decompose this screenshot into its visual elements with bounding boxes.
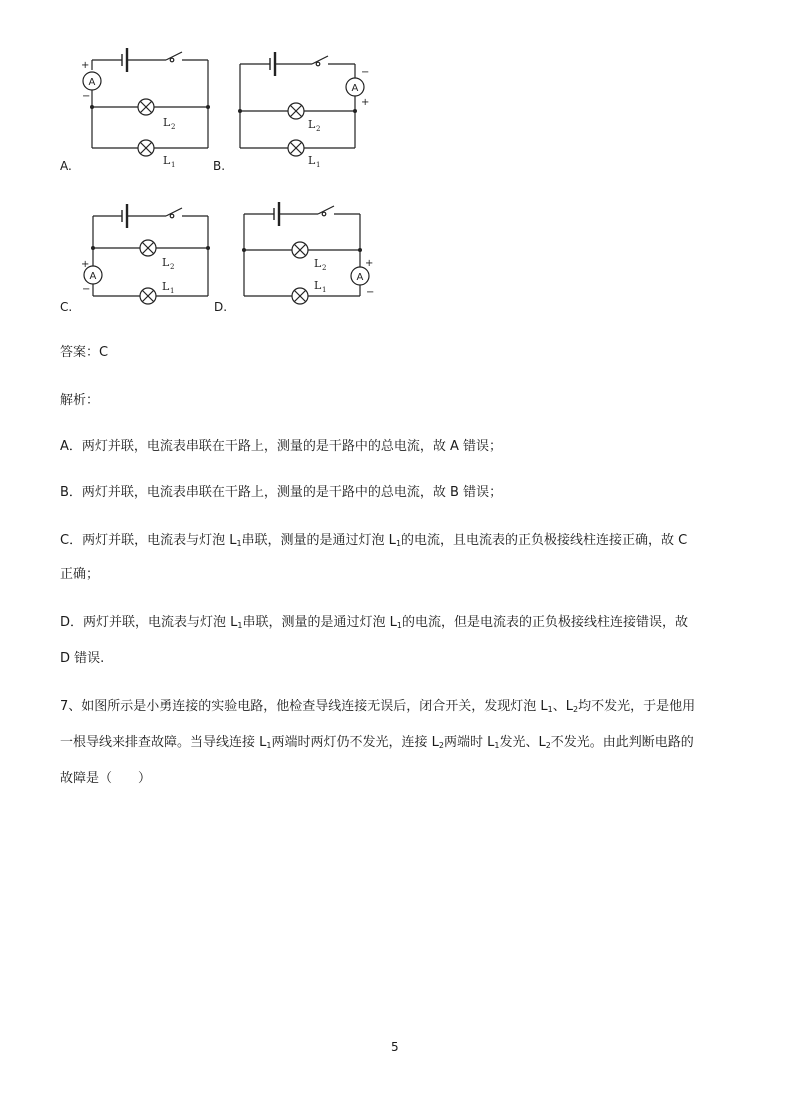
analysis-d-post: 的电流，但是电流表的正负极接线柱连接错误，故 [401,615,688,630]
circuit-diagram-b [230,44,375,169]
answer-text: 答案：C [60,345,109,360]
analysis-d-sub1: 1 [237,621,243,630]
plus-sign: + [81,259,90,270]
ammeter-label: A [351,83,359,94]
lamp-l1-subscript: 1 [170,287,175,295]
question7-line3: 故障是（ ） [60,771,152,786]
q7-l1-a: 7、如图所示是小勇连接的实验电路，他检查导线连接无误后，闭合开关，发现灯泡 L [60,699,548,714]
question7-line2 [60,734,694,755]
option-b-label: B. [213,159,226,173]
plus-sign: + [361,97,370,108]
analysis-d-sub2: 1 [396,621,402,630]
option-d-label: D. [214,300,228,314]
analysis-d-pre: D．两灯并联，电流表与灯泡 L [60,615,238,630]
circuit-diagram-d [234,200,379,312]
plus-sign: + [365,258,374,269]
circuit-diagram-a [80,44,220,169]
q7-l2-e: 不发光。由此判断电路的 [550,735,694,750]
lamp-l2-label: L [162,256,170,269]
ammeter-label: A [356,272,364,283]
q7-l2-b: 两端时两灯仍不发光，连接 L [271,735,439,750]
ammeter-label: A [88,77,96,88]
question7-line1 [60,698,695,719]
analysis-c-line2: 正确； [60,567,100,582]
analysis-c-pre: C．两灯并联，电流表与灯泡 L [60,533,237,548]
option-c-label: C. [60,300,73,314]
analysis-d-mid: 串联，测量的是通过灯泡 L [242,615,397,630]
plus-sign: + [81,60,90,71]
q7-l2-s1: 1 [266,741,272,750]
lamp-l1-label: L [314,279,322,292]
lamp-l1-label: L [162,280,170,293]
lamp-l1-subscript: 1 [322,286,327,294]
lamp-l2-label: L [314,257,322,270]
q7-l2-a: 一根导线来排查故障。当导线连接 L [60,735,267,750]
q7-l1-s1: 1 [547,705,553,714]
circuit-diagram-c [80,204,220,310]
analysis-title: 解析： [60,393,100,408]
q7-l1-b: 、L [552,699,573,714]
q7-l1-s2: 2 [573,705,579,714]
analysis-c-line1 [60,532,687,553]
analysis-a: A．两灯并联，电流表串联在干路上，测量的是干路中的总电流，故 A 错误； [60,439,503,454]
lamp-l2-label: L [308,118,316,131]
q7-l2-s2: 2 [438,741,444,750]
analysis-c-mid: 串联，测量的是通过灯泡 L [241,533,396,548]
lamp-l1-label: L [308,154,316,167]
analysis-c-sub1: 1 [236,539,242,548]
q7-l2-d: 发光、L [499,735,546,750]
lamp-l1-label: L [163,154,171,167]
page-number: 5 [391,1040,399,1054]
option-a-label: A. [60,159,72,173]
lamp-l1-subscript: 1 [316,161,321,169]
q7-l2-s4: 2 [545,741,551,750]
minus-sign: − [361,67,370,78]
q7-l2-c: 两端时 L [443,735,495,750]
lamp-l2-subscript: 2 [322,264,327,272]
lamp-l2-subscript: 2 [170,263,175,271]
q7-l2-s3: 1 [494,741,500,750]
ammeter-label: A [89,271,97,282]
lamp-l1-subscript: 1 [171,161,176,169]
minus-sign: − [82,284,91,295]
analysis-d-line2: D 错误. [60,651,105,666]
lamp-l2-subscript: 2 [316,125,321,133]
analysis-d-line1 [60,614,688,635]
lamp-l2-subscript: 2 [171,123,176,131]
lamp-l2-label: L [163,116,171,129]
minus-sign: − [366,287,375,298]
analysis-c-post: 的电流，且电流表的正负极接线柱连接正确，故 C [401,533,688,548]
analysis-b: B．两灯并联，电流表串联在干路上，测量的是干路中的总电流，故 B 错误； [60,485,503,500]
q7-l1-c: 均不发光，于是他用 [578,699,696,714]
minus-sign: − [82,91,91,102]
analysis-c-sub2: 1 [395,539,402,548]
